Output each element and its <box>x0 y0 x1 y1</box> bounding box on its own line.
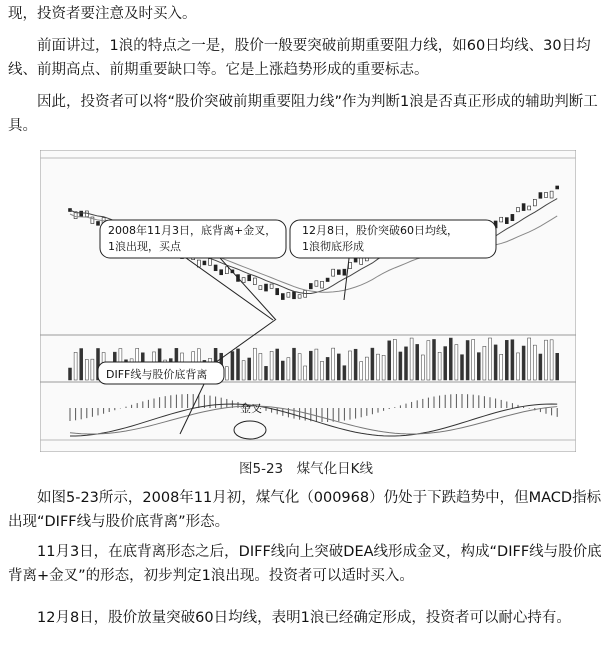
candle <box>298 295 301 298</box>
body-paragraph-1: 如图5-23所示，2008年11月初，煤气化（000968）仍处于下跌趋势中，但MACD指标出现“DIFF线与股价底背离”形态。 <box>8 490 602 530</box>
candle <box>203 261 206 265</box>
volume-bar <box>74 352 77 380</box>
volume-bar <box>309 351 312 380</box>
volume-bar <box>528 338 531 380</box>
candle <box>293 292 296 299</box>
volume-bar <box>449 338 452 380</box>
candle <box>259 286 262 290</box>
candle <box>505 218 508 224</box>
golden-cross-label: 金叉 <box>240 402 262 415</box>
candle <box>80 211 83 216</box>
candle <box>337 270 340 275</box>
volume-bar <box>332 348 335 380</box>
volume-bar <box>265 366 268 380</box>
volume-bar <box>455 345 458 380</box>
volume-bar <box>91 359 94 380</box>
callout-left-line-1: 2008年11月3日，底背离+金叉， <box>108 224 277 237</box>
candle <box>97 221 100 225</box>
volume-bar <box>231 352 234 380</box>
candle <box>500 217 503 222</box>
volume-bar <box>522 346 525 380</box>
kline-figure <box>40 150 576 452</box>
volume-bar <box>377 354 380 380</box>
candle <box>539 193 542 199</box>
volume-bar <box>466 340 469 380</box>
volume-bar <box>259 353 262 380</box>
candle <box>556 186 559 189</box>
volume-bar <box>237 349 240 380</box>
volume-bar <box>304 366 307 380</box>
callout-right-line-2: 1浪彻底形成 <box>302 240 364 253</box>
candle <box>281 294 284 300</box>
volume-bar <box>421 355 424 380</box>
candle <box>270 284 273 288</box>
candle <box>522 204 525 211</box>
volume-bar <box>242 361 245 380</box>
volume-bar <box>349 351 352 380</box>
candle <box>225 267 228 274</box>
candle <box>545 192 548 197</box>
volume-bar <box>343 366 346 380</box>
volume-bar <box>293 348 296 380</box>
candle <box>315 281 318 286</box>
volume-bar <box>489 338 492 380</box>
paragraph-3: 因此，投资者可以将“股价突破前期重要阻力线”作为判断1浪是否真正形成的辅助判断工具。 <box>8 94 598 134</box>
body-paragraph-2: 11月3日，在底背离形态之后，DIFF线向上突破DEA线形成金叉，构成“DIFF线与股价底背离+金叉”的形态，初步判定1浪出现。投资者可以适时买入。 <box>8 544 602 584</box>
volume-bar <box>444 347 447 380</box>
volume-bar <box>85 359 88 380</box>
volume-bar <box>371 348 374 380</box>
candle <box>265 284 268 291</box>
volume-bar <box>80 349 83 380</box>
candle <box>242 278 245 283</box>
volume-bar <box>533 345 536 380</box>
volume-bar <box>315 349 318 380</box>
volume-bar <box>472 340 475 380</box>
candle <box>276 288 279 294</box>
volume-bar <box>461 355 464 380</box>
volume-bar <box>438 352 441 380</box>
volume-bar <box>321 361 324 380</box>
volume-bar <box>416 344 419 380</box>
volume-bar <box>494 345 497 380</box>
volume-bar <box>298 354 301 380</box>
volume-bar <box>69 368 72 380</box>
candle <box>287 292 290 297</box>
volume-bar <box>477 353 480 380</box>
volume-bar <box>287 358 290 380</box>
volume-bar <box>511 340 514 380</box>
paragraph-1: 现，投资者要注意及时买入。 <box>8 6 197 22</box>
candle <box>309 283 312 288</box>
volume-bar <box>505 340 508 380</box>
volume-bar <box>539 354 542 380</box>
candle <box>517 207 520 211</box>
volume-bar <box>500 354 503 380</box>
candle <box>332 269 335 276</box>
figure-caption: 图5-23 煤气化日K线 <box>239 461 373 477</box>
volume-bar <box>550 340 553 380</box>
volume-bar <box>225 367 228 380</box>
volume-bar <box>253 348 256 380</box>
candle <box>214 265 217 271</box>
candle <box>533 199 536 206</box>
callout-right-line-1: 12月8日，股价突破60日均线， <box>302 224 458 237</box>
volume-bar <box>483 346 486 380</box>
candle <box>220 270 223 275</box>
callout-left-line-2: 1浪出现，买点 <box>108 240 181 253</box>
volume-bar <box>427 341 430 380</box>
candle <box>550 191 553 198</box>
volume-bar <box>337 354 340 380</box>
volume-bar <box>405 347 408 380</box>
candle <box>248 275 251 281</box>
candle <box>253 278 256 285</box>
kline-chart-svg <box>40 150 576 452</box>
body-paragraph-3: 12月8日，股价放量突破60日均线，表明1浪已经确定形成，投资者可以耐心持有。 <box>8 610 571 626</box>
volume-bar <box>399 352 402 380</box>
volume-bar <box>556 353 559 380</box>
volume-bar <box>281 361 284 380</box>
candle <box>343 269 346 275</box>
volume-bar <box>248 358 251 380</box>
volume-bar <box>393 339 396 380</box>
volume-bar <box>360 362 363 380</box>
diff-label-text: DIFF线与股价底背离 <box>106 368 208 381</box>
volume-bar <box>517 353 520 380</box>
volume-bar <box>326 357 329 380</box>
candle <box>326 278 329 281</box>
candle <box>528 206 531 210</box>
volume-bar <box>388 341 391 380</box>
candle <box>349 262 352 268</box>
volume-bar <box>545 340 548 380</box>
volume-bar <box>433 339 436 380</box>
volume-bar <box>365 357 368 380</box>
volume-bar <box>354 349 357 380</box>
volume-bar <box>382 355 385 380</box>
paragraph-2: 前面讲过，1浪的特点之一是，股价一般要突破前期重要阻力线，如60日均线、30日均线、前期高点、前期重要缺口等。它是上涨趋势形成的重要标志。 <box>8 38 591 78</box>
volume-bar <box>410 338 413 380</box>
candle <box>209 259 212 266</box>
candle <box>321 281 324 288</box>
volume-bar <box>276 349 279 380</box>
candle <box>511 214 514 220</box>
volume-bar <box>270 351 273 380</box>
